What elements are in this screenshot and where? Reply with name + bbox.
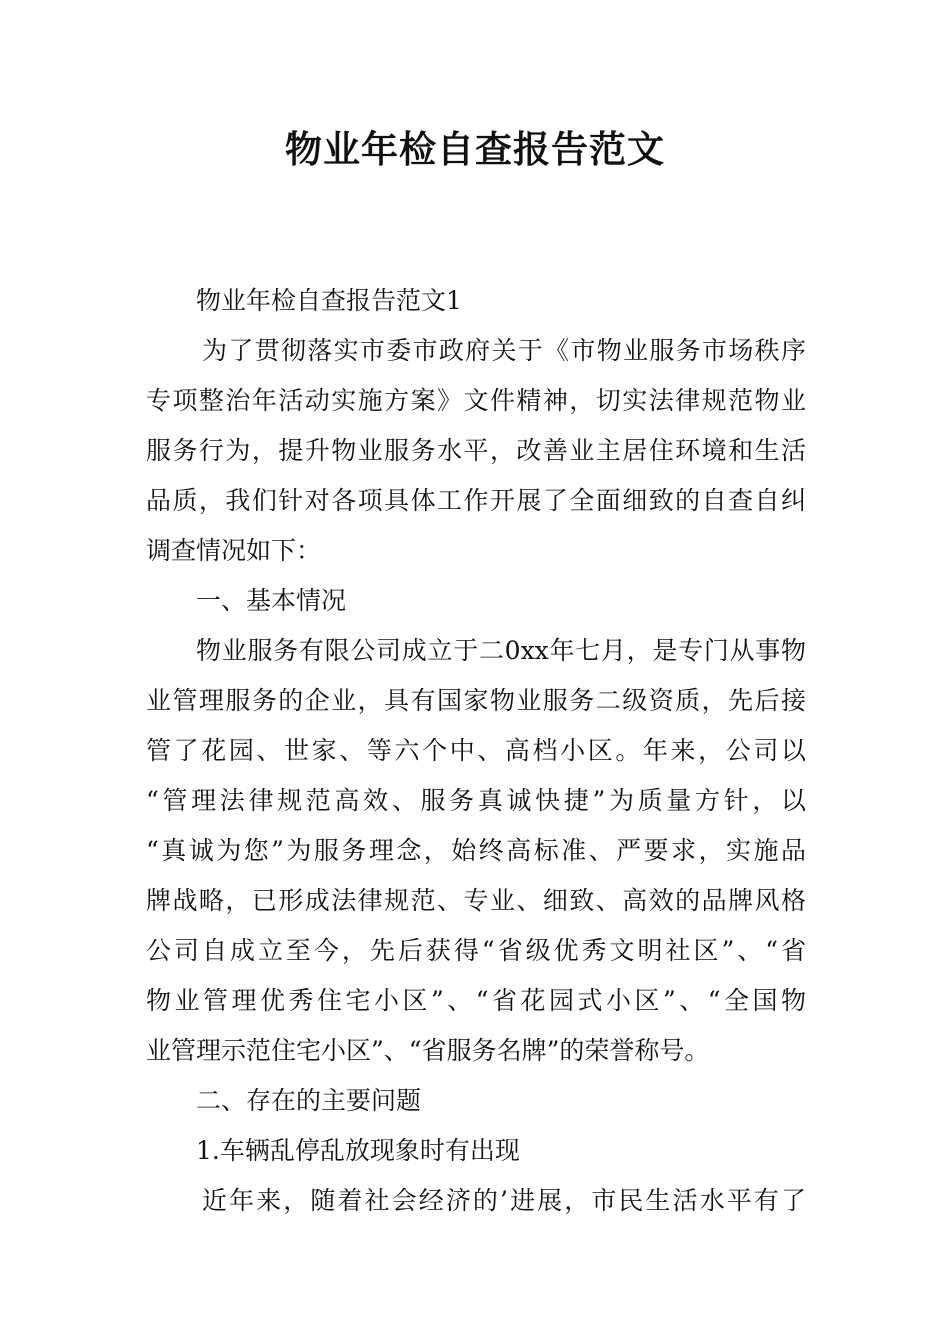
paragraph-line: 管了花园、世家、等六个中、高档小区。年来，公司以 — [146, 736, 806, 765]
section-heading: 一、基本情况 — [196, 586, 347, 615]
paragraph-line: 业管理服务的企业，具有国家物业服务二级资质，先后接 — [146, 686, 806, 715]
section-heading: 二、存在的主要问题 — [196, 1086, 422, 1115]
paragraph-line: “真诚为您”为服务理念，始终高标准、严要求，实施品 — [146, 836, 806, 865]
paragraph-line: 近年来，随着社会经济的’进展，市民生活水平有了 — [202, 1186, 806, 1215]
subsection-heading: 1.车辆乱停乱放现象时有出现 — [196, 1136, 520, 1165]
paragraph-line: 公司自成立至今，先后获得“省级优秀文明社区”、“省 — [146, 936, 806, 965]
paragraph-line: 为了贯彻落实市委市政府关于《市物业服务市场秩序 — [202, 336, 806, 365]
paragraph-line: 牌战略，已形成法律规范、专业、细致、高效的品牌风格 — [146, 886, 806, 915]
document-body — [146, 276, 806, 1226]
paragraph-line: “管理法律规范高效、服务真诚快捷”为质量方针，以 — [146, 786, 806, 815]
paragraph-line: 物业服务有限公司成立于二0xx年七月，是专门从事物 — [196, 636, 806, 665]
paragraph-line: 专项整治年活动实施方案》文件精神，切实法律规范物业 — [146, 386, 806, 415]
document-title: 物业年检自查报告范文 — [285, 128, 665, 171]
paragraph-line: 调查情况如下： — [146, 536, 322, 565]
paragraph-line: 业管理示范住宅小区”、“省服务名牌”的荣誉称号。 — [146, 1036, 710, 1065]
paragraph-line: 物业管理优秀住宅小区”、“省花园式小区”、“全国物 — [146, 986, 806, 1015]
paragraph-line: 服务行为，提升物业服务水平，改善业主居住环境和生活 — [146, 436, 806, 465]
section-heading: 物业年检自查报告范文1 — [196, 286, 462, 315]
paragraph-line: 品质，我们针对各项具体工作开展了全面细致的自查自纠 — [146, 486, 806, 515]
